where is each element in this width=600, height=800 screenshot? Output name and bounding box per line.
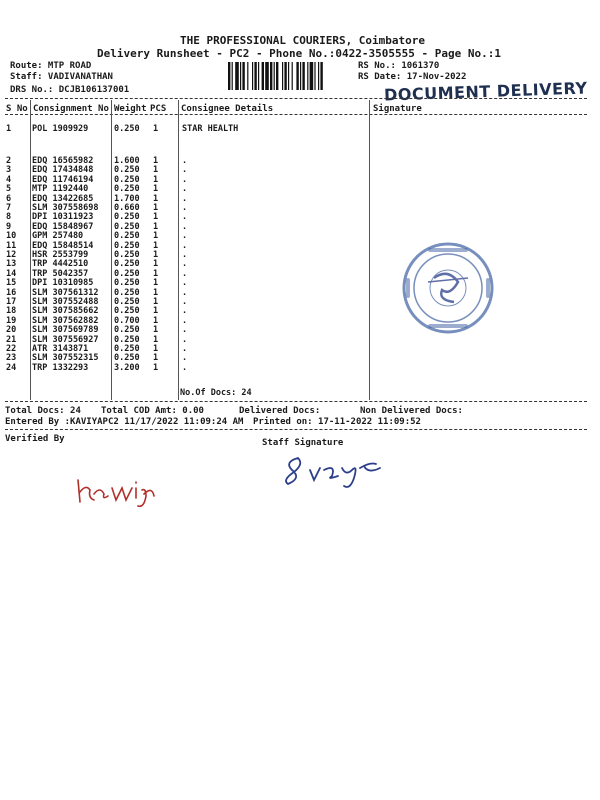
row-consignee: . <box>182 334 188 345</box>
row-consignee: . <box>182 315 188 326</box>
row-pcs: 1 <box>153 165 159 176</box>
col-header-consignment: Consignment No <box>33 104 109 114</box>
table-row <box>0 316 600 325</box>
row-consignment-no: EDQ 15848967 <box>32 221 94 232</box>
row-consignee: . <box>182 174 188 185</box>
row-weight: 0.250 <box>114 124 140 134</box>
verified-by-signature <box>72 468 162 508</box>
table-row <box>0 297 600 306</box>
col-header-sno: S No <box>6 104 28 114</box>
row-weight: 0.250 <box>114 306 140 317</box>
row-weight: 0.250 <box>114 268 140 279</box>
row-pcs: 1 <box>153 268 159 279</box>
col-header-signature: Signature <box>373 104 422 114</box>
table-row <box>0 222 600 231</box>
row-weight: 0.700 <box>114 315 140 326</box>
row-pcs: 1 <box>153 156 159 166</box>
table-header-rule <box>5 114 587 115</box>
row-pcs: 1 <box>153 193 159 204</box>
row-consignment-no: SLM 307552315 <box>32 353 99 364</box>
runsheet-title: Delivery Runsheet - PC2 - Phone No.:0422-3505555 - Page No.:1 <box>97 47 501 60</box>
row-weight: 0.660 <box>114 203 140 213</box>
row-sno: 21 <box>6 334 17 345</box>
row-weight: 0.250 <box>114 334 140 345</box>
row-weight: 1.600 <box>114 156 140 166</box>
table-row <box>0 124 600 133</box>
row-sno: 10 <box>6 231 17 242</box>
table-row <box>0 363 600 372</box>
row-pcs: 1 <box>153 212 159 223</box>
row-consignment-no: EDQ 11746194 <box>32 174 94 185</box>
table-row <box>0 335 600 344</box>
row-consignment-no: DPI 10310985 <box>32 278 94 289</box>
row-consignment-no: SLM 307556927 <box>32 334 99 345</box>
row-consignee: . <box>182 165 188 176</box>
row-consignee: STAR HEALTH <box>182 124 239 134</box>
row-consignment-no: SLM 307561312 <box>32 287 99 298</box>
row-weight: 3.200 <box>114 362 140 373</box>
row-consignment-no: HSR 2553799 <box>32 250 89 260</box>
row-consignee: . <box>182 250 188 260</box>
table-row <box>0 231 600 240</box>
row-consignment-no: GPM 257480 <box>32 231 84 242</box>
row-pcs: 1 <box>153 334 159 345</box>
row-consignment-no: EDQ 13422685 <box>32 193 94 204</box>
row-consignee: . <box>182 221 188 232</box>
row-pcs: 1 <box>153 124 159 134</box>
row-pcs: 1 <box>153 362 159 373</box>
row-sno: 13 <box>6 259 17 270</box>
row-consignee: . <box>182 362 188 373</box>
row-consignee: . <box>182 268 188 279</box>
row-pcs: 1 <box>153 203 159 213</box>
col-header-pcs: PCS <box>150 104 167 114</box>
row-consignment-no: EDQ 17434848 <box>32 165 94 176</box>
route: Route: MTP ROAD <box>10 61 92 71</box>
row-pcs: 1 <box>153 306 159 317</box>
table-row <box>0 288 600 297</box>
row-consignee: . <box>182 240 188 251</box>
table-row <box>0 269 600 278</box>
row-weight: 1.700 <box>114 193 140 204</box>
row-sno: 5 <box>6 184 12 195</box>
table-row <box>0 353 600 362</box>
row-consignee: . <box>182 306 188 317</box>
row-pcs: 1 <box>153 240 159 251</box>
row-sno: 20 <box>6 325 17 336</box>
row-sno: 6 <box>6 193 12 204</box>
row-sno: 4 <box>6 174 12 185</box>
staff-signature <box>280 450 390 490</box>
row-consignee: . <box>182 156 188 166</box>
row-consignment-no: TRP 4442510 <box>32 259 89 270</box>
total-cod: Total COD Amt: 0.00 <box>101 406 204 416</box>
table-row <box>0 259 600 268</box>
staff-signature-label: Staff Signature <box>262 438 344 448</box>
row-consignment-no: ATR 3143871 <box>32 344 89 354</box>
row-pcs: 1 <box>153 353 159 364</box>
row-consignment-no: SLM 307562882 <box>32 315 99 326</box>
entered-by: Entered By :KAVIYAPC2 11/17/2022 11:09:24 AM <box>5 417 244 427</box>
staff: Staff: VADIVANATHAN <box>10 72 113 82</box>
table-row <box>0 203 600 212</box>
row-weight: 0.250 <box>114 221 140 232</box>
row-sno: 3 <box>6 165 12 176</box>
row-sno: 23 <box>6 353 17 364</box>
row-consignment-no: TRP 5042357 <box>32 268 89 279</box>
row-consignment-no: DPI 10311923 <box>32 212 94 223</box>
row-consignment-no: SLM 307558698 <box>32 203 99 213</box>
row-weight: 0.250 <box>114 353 140 364</box>
row-consignment-no: EDQ 15848514 <box>32 240 94 251</box>
row-sno: 2 <box>6 156 12 166</box>
row-consignment-no: POL 1909929 <box>32 124 89 134</box>
row-weight: 0.250 <box>114 259 140 270</box>
non-delivered-docs: Non Delivered Docs: <box>360 406 463 416</box>
row-weight: 0.250 <box>114 240 140 251</box>
table-row <box>0 250 600 259</box>
row-sno: 1 <box>6 124 12 134</box>
row-sno: 11 <box>6 240 17 251</box>
row-weight: 0.250 <box>114 212 140 223</box>
row-sno: 16 <box>6 287 17 298</box>
row-pcs: 1 <box>153 174 159 185</box>
table-row <box>0 325 600 334</box>
document-delivery-stamp: DOCUMENT DELIVERY <box>383 78 588 105</box>
verified-by-label: Verified By <box>5 434 65 444</box>
row-consignee: . <box>182 278 188 289</box>
row-weight: 0.250 <box>114 184 140 195</box>
row-consignee: . <box>182 184 188 195</box>
row-consignee: . <box>182 212 188 223</box>
table-row <box>0 306 600 315</box>
row-weight: 0.250 <box>114 287 140 298</box>
barcode <box>228 62 352 90</box>
row-pcs: 1 <box>153 315 159 326</box>
summary-rule <box>5 429 587 430</box>
row-consignee: . <box>182 325 188 336</box>
row-weight: 0.250 <box>114 278 140 289</box>
table-row <box>0 212 600 221</box>
row-pcs: 1 <box>153 221 159 232</box>
row-sno: 8 <box>6 212 12 223</box>
row-consignment-no: SLM 307585662 <box>32 306 99 317</box>
row-sno: 19 <box>6 315 17 326</box>
row-weight: 0.250 <box>114 297 140 307</box>
row-weight: 0.250 <box>114 344 140 354</box>
row-sno: 18 <box>6 306 17 317</box>
row-pcs: 1 <box>153 297 159 307</box>
printed-on: Printed on: 17-11-2022 11:09:52 <box>253 417 421 427</box>
rs-date: RS Date: 17-Nov-2022 <box>358 72 467 82</box>
row-weight: 0.250 <box>114 174 140 185</box>
table-row <box>0 241 600 250</box>
row-sno: 14 <box>6 268 17 279</box>
table-row <box>0 165 600 174</box>
row-consignee: . <box>182 259 188 270</box>
row-pcs: 1 <box>153 278 159 289</box>
no-of-docs: No.Of Docs: 24 <box>180 388 252 398</box>
table-row <box>0 175 600 184</box>
row-pcs: 1 <box>153 287 159 298</box>
row-consignee: . <box>182 344 188 354</box>
row-pcs: 1 <box>153 259 159 270</box>
row-weight: 0.250 <box>114 231 140 242</box>
table-row <box>0 156 600 165</box>
row-consignment-no: EDQ 16565982 <box>32 156 94 166</box>
total-docs: Total Docs: 24 <box>5 406 81 416</box>
company-name: THE PROFESSIONAL COURIERS, Coimbatore <box>180 34 426 47</box>
row-pcs: 1 <box>153 344 159 354</box>
row-sno: 12 <box>6 250 17 260</box>
row-pcs: 1 <box>153 250 159 260</box>
col-header-consignee: Consignee Details <box>181 104 274 114</box>
row-pcs: 1 <box>153 325 159 336</box>
table-row <box>0 278 600 287</box>
row-consignee: . <box>182 231 188 242</box>
row-sno: 15 <box>6 278 17 289</box>
row-pcs: 1 <box>153 231 159 242</box>
row-weight: 0.250 <box>114 325 140 336</box>
table-top-rule <box>5 98 587 99</box>
table-bottom-rule <box>5 401 587 402</box>
row-consignee: . <box>182 203 188 213</box>
row-sno: 17 <box>6 297 17 307</box>
row-weight: 0.250 <box>114 165 140 176</box>
row-consignee: . <box>182 287 188 298</box>
row-sno: 24 <box>6 362 17 373</box>
row-sno: 9 <box>6 221 12 232</box>
health-insurance-seal <box>398 238 498 338</box>
row-weight: 0.250 <box>114 250 140 260</box>
col-header-weight: Weight <box>114 104 147 114</box>
row-consignment-no: SLM 307552488 <box>32 297 99 307</box>
row-consignment-no: TRP 1332293 <box>32 362 89 373</box>
row-pcs: 1 <box>153 184 159 195</box>
table-row <box>0 194 600 203</box>
row-sno: 7 <box>6 203 12 213</box>
table-row <box>0 344 600 353</box>
rs-number: RS No.: 1061370 <box>358 61 440 71</box>
row-consignee: . <box>182 353 188 364</box>
row-consignment-no: SLM 307569789 <box>32 325 99 336</box>
table-row <box>0 184 600 193</box>
drs-number: DRS No.: DCJB106137001 <box>10 85 130 95</box>
row-consignment-no: MTP 1192440 <box>32 184 89 195</box>
row-consignee: . <box>182 297 188 307</box>
row-sno: 22 <box>6 344 17 354</box>
row-consignee: . <box>182 193 188 204</box>
delivered-docs: Delivered Docs: <box>239 406 321 416</box>
